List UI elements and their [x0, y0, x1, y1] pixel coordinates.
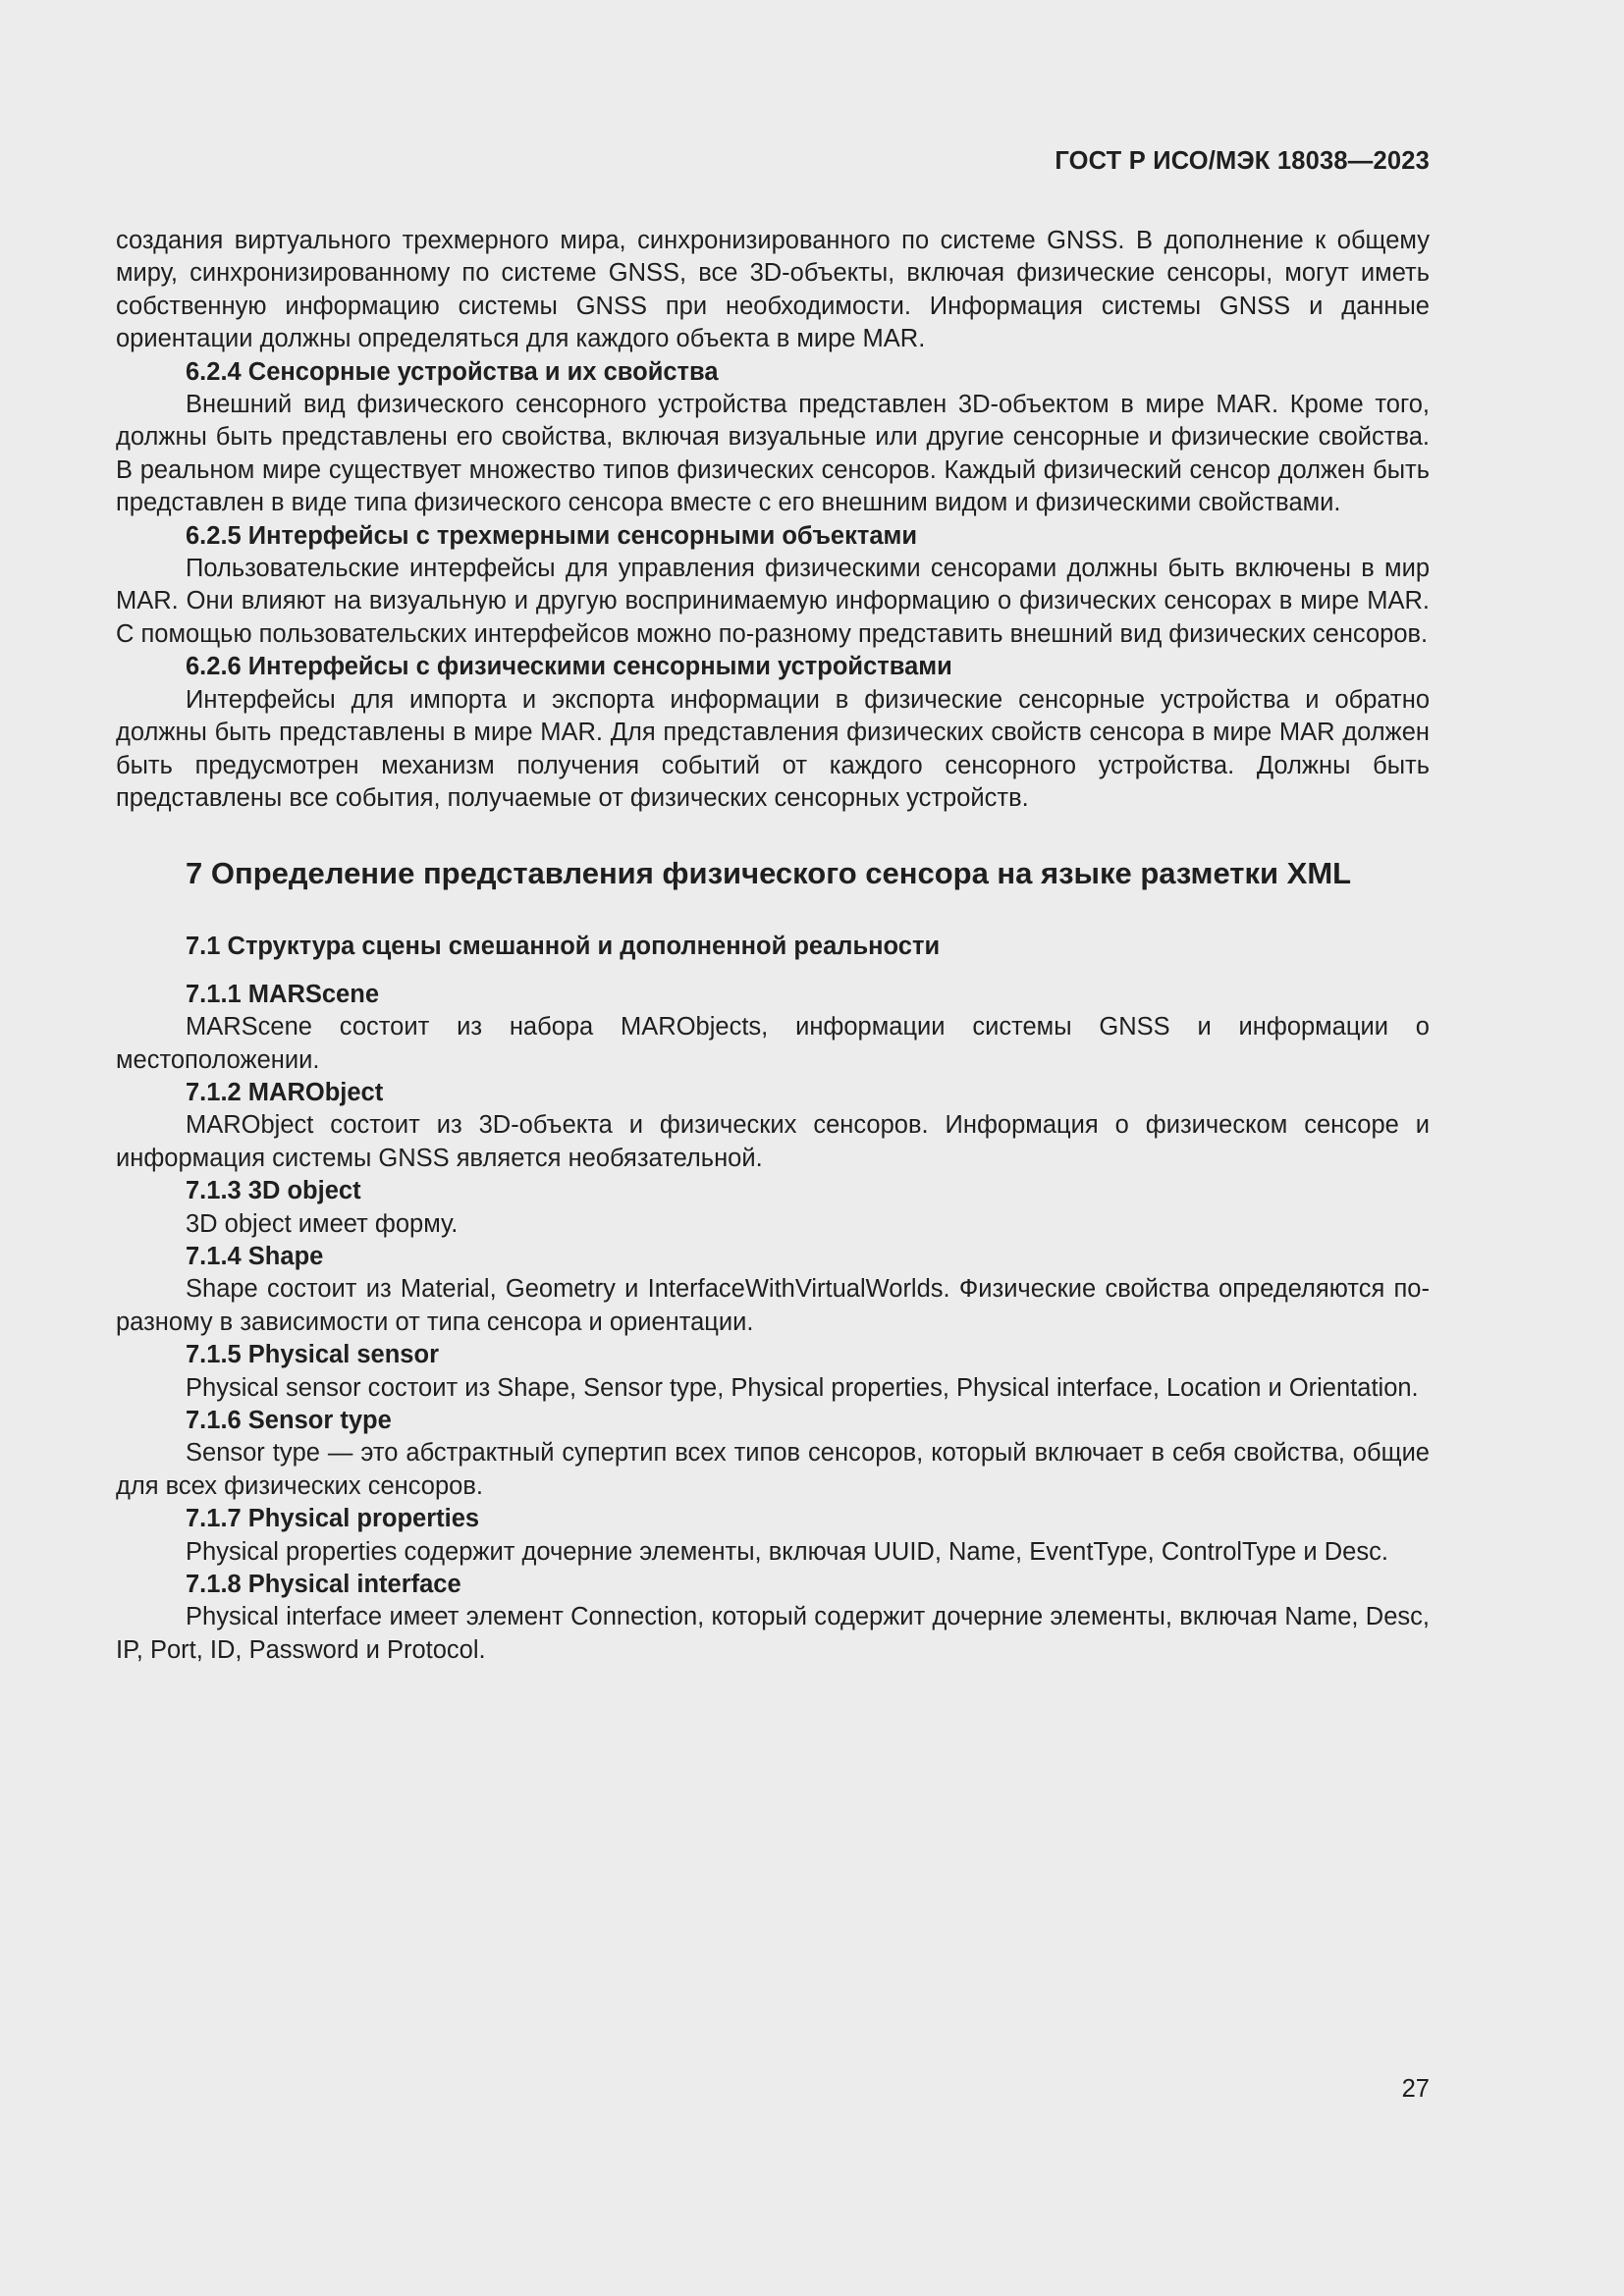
heading-7-1-5: 7.1.5 Physical sensor [186, 1341, 439, 1369]
heading-6-2-6: 6.2.6 Интерфейсы с физическими сенсорными устройствами [186, 653, 952, 681]
page-content [116, 225, 1430, 1667]
paragraph-intro: создания виртуального трехмерного мира, синхронизированного по системе GNSS. В дополнение к общему миру, синхронизированному по системе GNSS, все 3D-объекты, включая физические сенсоры, могут иметь собственную информацию системы GNSS при необходимости. Информация системы GNSS и данные ориентации должны определяться для каждого объекта в мире MAR. [116, 227, 1430, 353]
heading-7-1-8: 7.1.8 Physical interface [186, 1571, 461, 1599]
paragraph-6-2-4: Внешний вид физического сенсорного устройства представлен 3D-объектом в мире MAR. Кроме того, должны быть представлены его свойства, включая визуальные или другие сенсорные и физические свойства. В реальном мире существует множество типов физических сенсоров. Каждый физический сенсор должен быть представлен в виде типа физического сенсора вместе с его внешним видом и физическими свойствами. [116, 391, 1430, 517]
paragraph-7-1-3: 3D object имеет форму. [186, 1209, 459, 1238]
page-number: 27 [1401, 2075, 1430, 2103]
paragraph-7-1-6: Sensor type — это абстрактный супертип всех типов сенсоров, который включает в себя свойства, общие для всех физических сенсоров. [116, 1439, 1430, 1500]
document-header-code: ГОСТ Р ИСО/МЭК 18038—2023 [1055, 147, 1430, 175]
heading-7-1-7: 7.1.7 Physical properties [186, 1505, 480, 1533]
paragraph-7-1-1: MARScene состоит из набора MARObjects, информации системы GNSS и информации о местоположении. [116, 1013, 1430, 1074]
paragraph-7-1-2: MARObject состоит из 3D-объекта и физических сенсоров. Информация о физическом сенсоре и информация системы GNSS является необязательной. [116, 1111, 1430, 1172]
heading-6-2-5: 6.2.5 Интерфейсы с трехмерными сенсорными объектами [186, 521, 918, 550]
heading-7-1-3: 7.1.3 3D object [186, 1177, 361, 1205]
heading-7-1-2: 7.1.2 MARObject [186, 1078, 384, 1106]
heading-7-1: 7.1 Структура сцены смешанной и дополненной реальности [186, 933, 941, 961]
paragraph-7-1-4: Shape состоит из Material, Geometry и InterfaceWithVirtualWorlds. Физические свойства определяются по-разному в зависимости от типа сенсора и ориентации. [116, 1275, 1430, 1336]
paragraph-6-2-5: Пользовательские интерфейсы для управления физическими сенсорами должны быть включены в мир MAR. Они влияют на визуальную и другую воспринимаемую информацию о физических сенсорах в мире MAR. С помощью пользовательских интерфейсов можно по-разному представить внешний вид физических сенсоров. [116, 555, 1430, 648]
heading-7-1-6: 7.1.6 Sensor type [186, 1407, 392, 1434]
paragraph-7-1-5: Physical sensor состоит из Shape, Sensor type, Physical properties, Physical interface, Location и Orientation. [186, 1373, 1419, 1402]
heading-section-7: 7 Определение представления физического сенсора на языке разметки XML [186, 856, 1352, 891]
heading-6-2-4: 6.2.4 Сенсорные устройства и их свойства [186, 357, 719, 386]
heading-7-1-4: 7.1.4 Shape [186, 1242, 324, 1270]
heading-7-1-1: 7.1.1 MARScene [186, 980, 380, 1008]
paragraph-7-1-8: Physical interface имеет элемент Connection, который содержит дочерние элементы, включая Name, Desc, IP, Port, ID, Password и Protocol. [116, 1603, 1430, 1664]
paragraph-6-2-6: Интерфейсы для импорта и экспорта информации в физические сенсорные устройства и обратно должны быть представлены в мире MAR. Для представления физических свойств сенсора в мире MAR должен быть предусмотрен механизм получения событий от каждого сенсорного устройства. Должны быть представлены все события, получаемые от физических сенсорных устройств. [116, 685, 1430, 812]
paragraph-7-1-7: Physical properties содержит дочерние элементы, включая UUID, Name, EventType, ControlType и Desc. [186, 1537, 1388, 1566]
